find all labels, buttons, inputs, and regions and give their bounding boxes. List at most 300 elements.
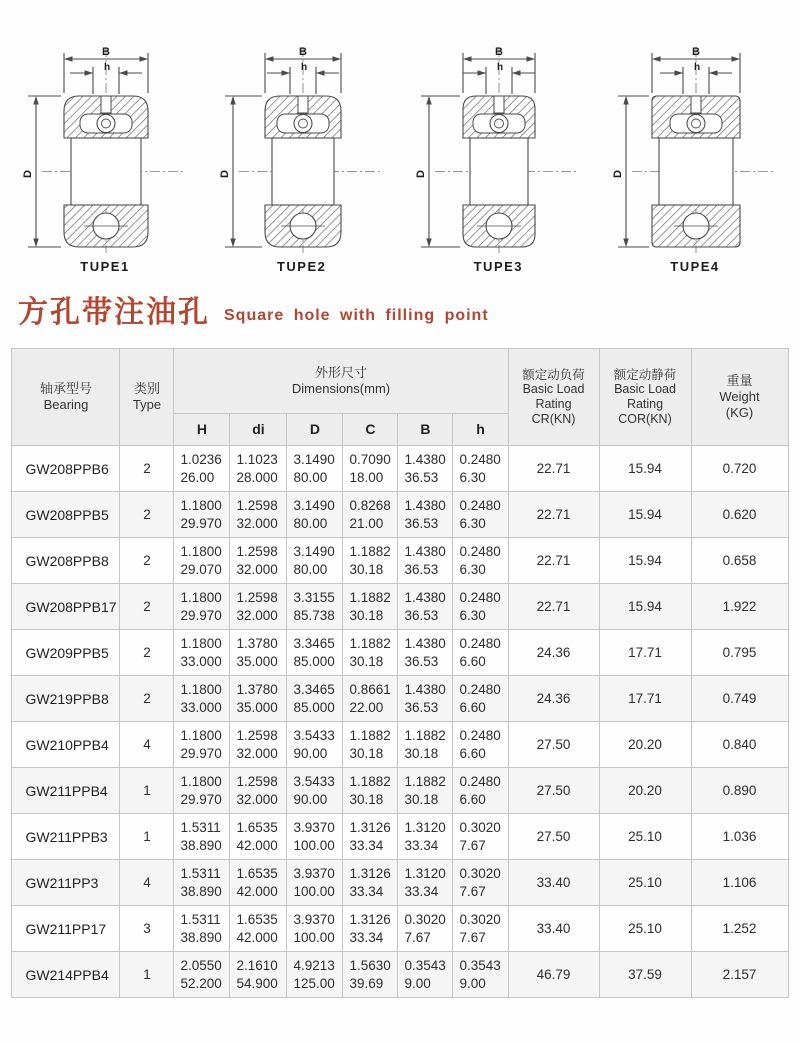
dim-mm: 9.00 xyxy=(404,975,431,991)
dim-inch: 0.8661 xyxy=(349,681,391,697)
dimension-cell xyxy=(398,446,453,492)
dimension-cell xyxy=(453,860,508,906)
dim-mm: 36.53 xyxy=(404,515,439,531)
dimension-cell xyxy=(343,538,398,584)
dim-inch: 2.0550 xyxy=(180,957,222,973)
dimension-cell xyxy=(287,860,343,906)
dim-mm: 39.69 xyxy=(349,975,384,991)
dim-inch: 1.1800 xyxy=(180,681,222,697)
dimension-cell xyxy=(398,860,453,906)
bearing-drawing xyxy=(16,44,194,256)
cor-cell: 25.10 xyxy=(599,860,691,906)
dim-mm: 29.970 xyxy=(180,791,222,807)
cor-cell: 15.94 xyxy=(599,446,691,492)
dim-inch: 1.4380 xyxy=(404,543,446,559)
dim-mm: 33.34 xyxy=(349,883,384,899)
dimension-cell xyxy=(453,722,508,768)
dim-label-B: B xyxy=(102,46,110,58)
type-cell: 4 xyxy=(120,860,174,906)
table-row xyxy=(12,446,788,492)
dim-inch: 1.1882 xyxy=(349,589,391,605)
dimension-cell xyxy=(287,630,343,676)
dim-inch: 1.6535 xyxy=(236,819,278,835)
dim-mm: 80.00 xyxy=(293,469,328,485)
dim-mm: 29.970 xyxy=(180,515,222,531)
dimension-cell xyxy=(343,630,398,676)
dim-mm: 18.00 xyxy=(349,469,384,485)
dimension-cell xyxy=(287,584,343,630)
type-cell: 1 xyxy=(120,952,174,998)
bearing-model-cell: GW210PPB4 xyxy=(12,722,120,768)
weight-cell: 0.658 xyxy=(691,538,788,584)
dimension-cell xyxy=(453,492,508,538)
type-cell: 2 xyxy=(120,446,174,492)
dimension-cell xyxy=(174,860,230,906)
table-row xyxy=(12,722,788,768)
col-header-bearing-zh: 轴承型号 xyxy=(39,380,92,396)
bearing-spec-table xyxy=(11,348,788,998)
dim-inch: 0.2480 xyxy=(459,543,501,559)
dim-inch: 1.0236 xyxy=(180,451,222,467)
bearing-model-cell: GW208PPB6 xyxy=(12,446,120,492)
col-header-h: h xyxy=(453,414,508,446)
dim-mm: 80.00 xyxy=(293,515,328,531)
dim-inch: 0.3020 xyxy=(459,819,501,835)
type-cell: 2 xyxy=(120,584,174,630)
dim-mm: 38.890 xyxy=(180,837,222,853)
dim-mm: 33.000 xyxy=(180,699,222,715)
dim-mm: 28.000 xyxy=(236,469,278,485)
dim-inch: 1.3780 xyxy=(236,681,278,697)
dimension-cell xyxy=(230,492,287,538)
dim-label-h: h xyxy=(693,62,701,73)
dim-mm: 6.30 xyxy=(459,607,486,623)
dim-inch: 3.9370 xyxy=(293,819,335,835)
section-title-en: Square hole with filling point xyxy=(224,307,489,324)
cr-cell: 27.50 xyxy=(508,768,599,814)
dim-inch: 0.2480 xyxy=(459,497,501,513)
dim-mm: 32.000 xyxy=(236,745,278,761)
bearing-diagram-tupe3 xyxy=(409,44,587,274)
dimension-cell xyxy=(453,584,508,630)
dim-inch: 3.1490 xyxy=(293,497,335,513)
dim-inch: 3.5433 xyxy=(293,727,335,743)
dim-inch: 1.5311 xyxy=(180,819,221,835)
dim-inch: 2.1610 xyxy=(236,957,278,973)
dim-inch: 1.1882 xyxy=(349,773,391,789)
bearing-drawing xyxy=(606,44,784,256)
dim-inch: 1.4380 xyxy=(404,681,446,697)
dim-label-h: h xyxy=(103,62,111,73)
col-header-dimensions xyxy=(174,349,508,414)
dim-mm: 36.53 xyxy=(404,561,439,577)
dim-mm: 85.000 xyxy=(293,653,335,669)
cr-cell: 46.79 xyxy=(508,952,599,998)
dimension-cell xyxy=(287,906,343,952)
dimension-cell xyxy=(343,768,398,814)
cr-cell: 22.71 xyxy=(508,538,599,584)
type-cell: 3 xyxy=(120,906,174,952)
dim-inch: 1.1882 xyxy=(349,543,391,559)
col-header-cor: 额定动静荷 Basic Load Rating COR(KN) xyxy=(599,349,691,446)
dim-inch: 3.3465 xyxy=(293,635,335,651)
dim-inch: 0.3020 xyxy=(459,865,501,881)
cor-cell: 37.59 xyxy=(599,952,691,998)
dim-inch: 0.2480 xyxy=(459,773,501,789)
col-header-cr: 额定动负荷 Basic Load Rating CR(KN) xyxy=(508,349,599,446)
dimension-cell xyxy=(453,538,508,584)
bearing-drawing xyxy=(409,44,587,256)
dim-label-h: h xyxy=(497,62,504,73)
type-cell: 2 xyxy=(120,492,174,538)
dim-label-h: h xyxy=(300,62,307,73)
dimension-cell xyxy=(398,538,453,584)
dim-mm: 36.53 xyxy=(404,653,439,669)
col-header-H: H xyxy=(174,414,230,446)
dim-mm: 35.000 xyxy=(236,653,278,669)
diagram-caption: TUPE2 xyxy=(276,259,327,274)
dim-mm: 7.67 xyxy=(404,929,431,945)
cr-cell: 24.36 xyxy=(508,630,599,676)
dim-inch: 1.2598 xyxy=(236,727,278,743)
dim-label-B: B xyxy=(691,46,700,58)
dimension-cell xyxy=(453,768,508,814)
bearing-diagram-tupe1 xyxy=(16,44,194,274)
table-row xyxy=(12,906,788,952)
bearing-model-cell: GW208PPB5 xyxy=(12,492,120,538)
dim-inch: 0.8268 xyxy=(349,497,391,513)
dimension-cell xyxy=(174,722,230,768)
weight-cell: 0.840 xyxy=(691,722,788,768)
col-header-type-zh: 类别 xyxy=(133,380,160,396)
type-cell: 2 xyxy=(120,630,174,676)
dim-mm: 36.53 xyxy=(404,607,439,623)
dim-mm: 80.00 xyxy=(293,561,328,577)
dim-mm: 30.18 xyxy=(349,561,384,577)
dim-inch: 1.3126 xyxy=(349,819,391,835)
dim-inch: 1.3126 xyxy=(349,865,391,881)
dim-inch: 1.4380 xyxy=(404,497,446,513)
dim-mm: 33.34 xyxy=(349,837,384,853)
dim-inch: 1.1800 xyxy=(180,727,222,743)
dim-inch: 1.3120 xyxy=(404,865,446,881)
dim-inch: 3.3465 xyxy=(293,681,335,697)
diagram-caption: TUPE3 xyxy=(473,259,524,274)
dim-inch: 0.3020 xyxy=(459,911,501,927)
dim-mm: 7.67 xyxy=(459,883,486,899)
dim-label-D: D xyxy=(415,170,428,178)
dim-inch: 0.2480 xyxy=(459,681,501,697)
dimension-cell xyxy=(453,906,508,952)
dim-inch: 1.4380 xyxy=(404,589,446,605)
dim-mm: 42.000 xyxy=(236,837,278,853)
cor-cell: 15.94 xyxy=(599,538,691,584)
type-cell: 1 xyxy=(120,814,174,860)
dimension-cell xyxy=(453,630,508,676)
dim-inch: 1.5311 xyxy=(180,911,221,927)
dim-inch: 1.1800 xyxy=(180,589,222,605)
weight-cell: 2.157 xyxy=(691,952,788,998)
bearing-cross-section xyxy=(606,44,784,256)
dim-inch: 1.1800 xyxy=(180,543,222,559)
dimension-cell xyxy=(287,538,343,584)
dim-mm: 6.60 xyxy=(459,791,486,807)
dim-mm: 6.60 xyxy=(459,653,486,669)
dimension-cell xyxy=(453,676,508,722)
dim-mm: 42.000 xyxy=(236,883,278,899)
dim-inch: 0.3543 xyxy=(459,957,501,973)
cor-cell: 20.20 xyxy=(599,768,691,814)
type-cell: 4 xyxy=(120,722,174,768)
dim-inch: 3.3155 xyxy=(293,589,335,605)
dimension-cell xyxy=(230,676,287,722)
dim-mm: 33.34 xyxy=(349,929,384,945)
dim-mm: 85.738 xyxy=(293,607,335,623)
dim-mm: 38.890 xyxy=(180,929,222,945)
dim-mm: 7.67 xyxy=(459,837,486,853)
dim-mm: 36.53 xyxy=(404,469,439,485)
bearing-diagram-tupe4 xyxy=(606,44,784,274)
dimension-cell xyxy=(174,584,230,630)
dim-inch: 1.1800 xyxy=(180,497,222,513)
dimension-cell xyxy=(174,952,230,998)
dim-mm: 6.30 xyxy=(459,561,486,577)
dimension-cell xyxy=(343,860,398,906)
cr-cell: 24.36 xyxy=(508,676,599,722)
table-row xyxy=(12,584,788,630)
bearing-model-cell: GW214PPB4 xyxy=(12,952,120,998)
dimension-cell xyxy=(230,630,287,676)
weight-cell: 1.252 xyxy=(691,906,788,952)
dim-inch: 1.6535 xyxy=(236,865,278,881)
cr-cell: 27.50 xyxy=(508,814,599,860)
dim-inch: 0.2480 xyxy=(459,589,501,605)
weight-cell: 0.749 xyxy=(691,676,788,722)
dim-inch: 0.3543 xyxy=(404,957,446,973)
dimension-cell xyxy=(453,814,508,860)
cr-cell: 27.50 xyxy=(508,722,599,768)
dim-mm: 30.18 xyxy=(349,607,384,623)
dim-inch: 0.2480 xyxy=(459,727,501,743)
dimension-cell xyxy=(174,906,230,952)
dim-inch: 0.2480 xyxy=(459,635,501,651)
dimension-cell xyxy=(230,906,287,952)
dimension-cell xyxy=(230,446,287,492)
cor-cell: 15.94 xyxy=(599,584,691,630)
dim-mm: 30.18 xyxy=(349,791,384,807)
table-row xyxy=(12,492,788,538)
cor-cell: 17.71 xyxy=(599,630,691,676)
bearing-model-cell: GW211PP3 xyxy=(12,860,120,906)
table-row xyxy=(12,952,788,998)
dim-inch: 0.3020 xyxy=(404,911,446,927)
section-heading xyxy=(18,298,800,328)
dimension-cell xyxy=(398,952,453,998)
cr-cell: 33.40 xyxy=(508,860,599,906)
bearing-cross-section xyxy=(213,44,391,256)
dim-mm: 52.200 xyxy=(180,975,222,991)
cr-cell: 22.71 xyxy=(508,492,599,538)
dim-mm: 30.18 xyxy=(404,745,439,761)
dim-mm: 85.000 xyxy=(293,699,335,715)
dimension-cell xyxy=(343,722,398,768)
section-title-zh: 方孔带注油孔 xyxy=(18,296,210,329)
dimension-cell xyxy=(174,538,230,584)
dim-inch: 1.1800 xyxy=(180,773,222,789)
dim-inch: 1.2598 xyxy=(236,497,278,513)
bearing-model-cell: GW208PPB17 xyxy=(12,584,120,630)
dim-mm: 9.00 xyxy=(459,975,486,991)
dimension-cell xyxy=(453,952,508,998)
dimension-cell xyxy=(174,446,230,492)
col-header-di: di xyxy=(230,414,287,446)
dim-inch: 1.1882 xyxy=(404,773,446,789)
dim-mm: 90.00 xyxy=(293,745,328,761)
cr-cell: 33.40 xyxy=(508,906,599,952)
dimension-cell xyxy=(174,630,230,676)
cor-cell: 20.20 xyxy=(599,722,691,768)
dim-mm: 33.000 xyxy=(180,653,222,669)
dim-mm: 7.67 xyxy=(459,929,486,945)
dimension-cell xyxy=(398,722,453,768)
dim-mm: 29.970 xyxy=(180,745,222,761)
cor-cell: 17.71 xyxy=(599,676,691,722)
dim-inch: 1.3780 xyxy=(236,635,278,651)
dim-label-D: D xyxy=(611,170,624,178)
dim-mm: 100.00 xyxy=(293,929,335,945)
dim-mm: 100.00 xyxy=(293,837,335,853)
weight-cell: 1.036 xyxy=(691,814,788,860)
dim-inch: 1.4380 xyxy=(404,635,446,651)
table-row xyxy=(12,676,788,722)
bearing-model-cell: GW211PPB4 xyxy=(12,768,120,814)
dim-inch: 0.2480 xyxy=(459,451,501,467)
col-header-dims-en: Dimensions(mm) xyxy=(291,381,391,396)
dim-mm: 100.00 xyxy=(293,883,335,899)
dim-inch: 1.1882 xyxy=(349,727,391,743)
dim-mm: 6.60 xyxy=(459,699,486,715)
dim-label-D: D xyxy=(22,170,34,178)
bearing-model-cell: GW209PPB5 xyxy=(12,630,120,676)
bearing-model-cell: GW211PP17 xyxy=(12,906,120,952)
dim-inch: 1.3126 xyxy=(349,911,391,927)
dimension-cell xyxy=(343,676,398,722)
dimension-cell xyxy=(287,722,343,768)
dim-mm: 32.000 xyxy=(236,791,278,807)
dim-inch: 3.5433 xyxy=(293,773,335,789)
diagram-caption: TUPE4 xyxy=(670,259,720,274)
table-row xyxy=(12,630,788,676)
dim-mm: 42.000 xyxy=(236,929,278,945)
bearing-cross-section xyxy=(16,44,194,256)
bearing-model-cell: GW219PPB8 xyxy=(12,676,120,722)
dim-label-B: B xyxy=(298,46,307,58)
dim-mm: 33.34 xyxy=(404,837,439,853)
dim-mm: 22.00 xyxy=(349,699,384,715)
col-header-bearing xyxy=(12,349,120,446)
dimension-cell xyxy=(343,584,398,630)
dimension-cell xyxy=(230,860,287,906)
dim-inch: 1.1023 xyxy=(236,451,278,467)
dim-mm: 32.000 xyxy=(236,561,278,577)
dim-inch: 1.3120 xyxy=(404,819,446,835)
cor-cell: 25.10 xyxy=(599,906,691,952)
bearing-cross-section xyxy=(409,44,587,256)
dimension-cell xyxy=(343,952,398,998)
dimension-cell xyxy=(453,446,508,492)
weight-cell: 0.795 xyxy=(691,630,788,676)
dim-mm: 35.000 xyxy=(236,699,278,715)
dimension-cell xyxy=(230,768,287,814)
dimension-cell xyxy=(398,584,453,630)
col-header-B: B xyxy=(398,414,453,446)
col-header-C: C xyxy=(343,414,398,446)
weight-cell: 0.620 xyxy=(691,492,788,538)
weight-cell: 1.106 xyxy=(691,860,788,906)
type-cell: 2 xyxy=(120,538,174,584)
table-row xyxy=(12,538,788,584)
cr-cell: 22.71 xyxy=(508,446,599,492)
dim-label-B: B xyxy=(495,46,504,58)
dim-mm: 6.30 xyxy=(459,469,486,485)
dim-inch: 1.1882 xyxy=(404,727,446,743)
dimension-cell xyxy=(230,538,287,584)
dimension-cell xyxy=(174,768,230,814)
dimension-cell xyxy=(398,676,453,722)
dim-mm: 36.53 xyxy=(404,699,439,715)
dim-inch: 3.9370 xyxy=(293,865,335,881)
dim-mm: 125.00 xyxy=(293,975,335,991)
dim-inch: 1.2598 xyxy=(236,773,278,789)
dimension-cell xyxy=(174,814,230,860)
dim-inch: 1.5311 xyxy=(180,865,221,881)
dimension-cell xyxy=(398,768,453,814)
cor-cell: 15.94 xyxy=(599,492,691,538)
col-header-type xyxy=(120,349,174,446)
dimension-cell xyxy=(287,814,343,860)
dim-label-D: D xyxy=(218,170,231,178)
cor-cell: 25.10 xyxy=(599,814,691,860)
dim-mm: 21.00 xyxy=(349,515,384,531)
col-header-bearing-en: Bearing xyxy=(43,397,89,412)
dim-mm: 6.60 xyxy=(459,745,486,761)
table-row xyxy=(12,860,788,906)
dimension-cell xyxy=(287,492,343,538)
col-header-type-en: Type xyxy=(132,397,162,412)
dimension-cell xyxy=(343,492,398,538)
dim-inch: 0.7090 xyxy=(349,451,391,467)
dim-inch: 3.9370 xyxy=(293,911,335,927)
bearing-model-cell: GW211PPB3 xyxy=(12,814,120,860)
dim-inch: 1.2598 xyxy=(236,543,278,559)
dim-mm: 29.070 xyxy=(180,561,222,577)
dim-mm: 30.18 xyxy=(349,745,384,761)
dimension-cell xyxy=(230,584,287,630)
dimension-cell xyxy=(287,768,343,814)
dimension-cell xyxy=(287,676,343,722)
bearing-model-cell: GW208PPB8 xyxy=(12,538,120,584)
type-cell: 1 xyxy=(120,768,174,814)
table-row xyxy=(12,814,788,860)
dim-mm: 30.18 xyxy=(349,653,384,669)
dim-mm: 32.000 xyxy=(236,607,278,623)
dim-mm: 26.00 xyxy=(180,469,215,485)
dimension-cell xyxy=(230,814,287,860)
dim-inch: 3.1490 xyxy=(293,543,335,559)
type-cell: 2 xyxy=(120,676,174,722)
dimension-cell xyxy=(398,492,453,538)
dim-inch: 1.6535 xyxy=(236,911,278,927)
